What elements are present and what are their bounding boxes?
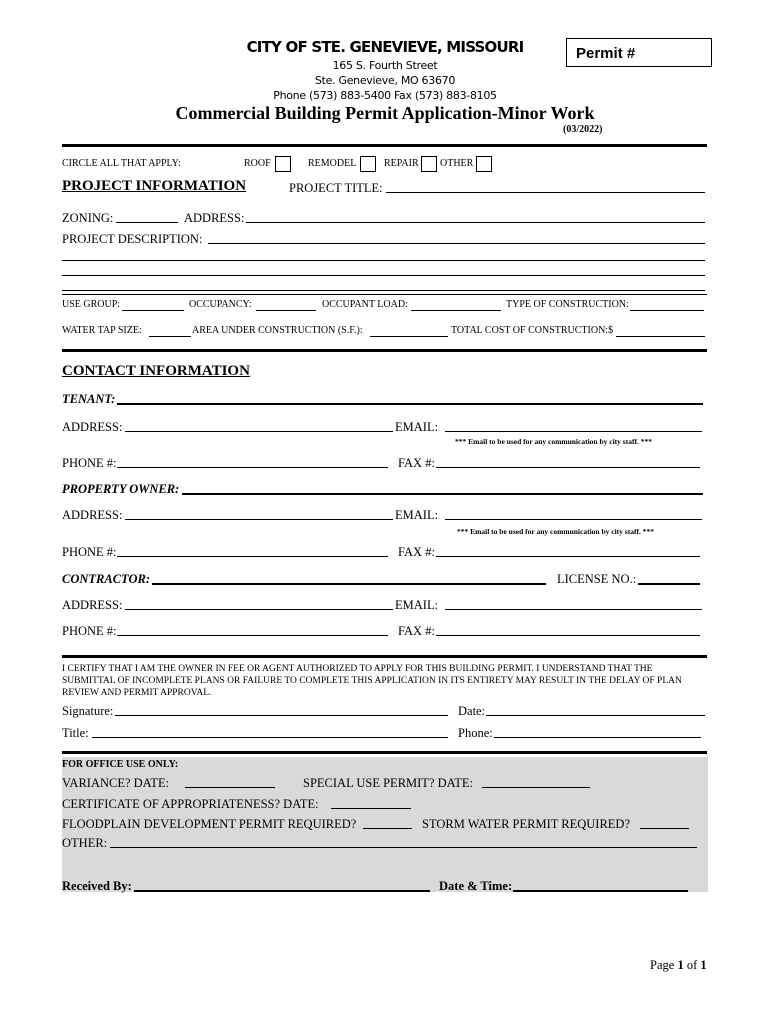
other-checkbox[interactable] (476, 156, 492, 172)
license-label: LICENSE NO.: (557, 572, 637, 586)
divider (62, 294, 707, 295)
page-total: 1 (700, 958, 707, 972)
option-other-label: OTHER (440, 158, 474, 169)
applicant-phone-label: Phone: (458, 726, 493, 740)
tenant-phone-field[interactable] (117, 456, 388, 468)
variance-label: VARIANCE? DATE: (62, 776, 170, 790)
special-use-label: SPECIAL USE PERMIT? DATE: (303, 776, 474, 790)
option-remodel-label: REMODEL (308, 158, 357, 169)
contractor-phone-field[interactable] (117, 624, 388, 636)
signature-date-field[interactable] (486, 704, 705, 716)
option-repair-label: REPAIR (384, 158, 419, 169)
permit-number-label: Permit # (576, 45, 636, 62)
certification-text: I CERTIFY THAT I AM THE OWNER IN FEE OR AGENT AUTHORIZED TO APPLY FOR THIS BUILDING PERMIT. I UNDERSTAND THAT THE SUBMITTAL OF INCOMPLETE PLANS OR FAILURE TO COMPLETE THIS APPLICATION IN ITS ENTIRETY MAY RESULT IN THE DELAY OF PLAN REVIEW AND PERMIT APPROVAL. (62, 664, 682, 698)
project-title-field[interactable] (386, 181, 705, 193)
project-description-line[interactable] (62, 249, 705, 261)
roof-checkbox[interactable] (275, 156, 291, 172)
office-other-field[interactable] (110, 836, 697, 848)
applicant-phone-field[interactable] (494, 726, 701, 738)
city-state-zip: Ste. Genevieve, MO 63670 (314, 74, 456, 87)
occupancy-field[interactable] (256, 299, 316, 311)
use-group-field[interactable] (122, 299, 184, 311)
total-cost-label: TOTAL COST OF CONSTRUCTION:$ (451, 325, 614, 336)
tenant-label: TENANT: (62, 392, 116, 406)
signature-date-label: Date: (458, 704, 486, 718)
storm-water-field[interactable] (640, 817, 689, 829)
divider (62, 349, 707, 352)
form-title: Commercial Building Permit Application-Minor Work (175, 103, 595, 123)
page-number (650, 958, 707, 973)
tenant-email-field[interactable] (445, 420, 702, 432)
email-note: *** Email to be used for any communication by city staff. *** (455, 437, 652, 446)
tenant-address-field[interactable] (125, 420, 393, 432)
address-label: ADDRESS: (184, 211, 245, 225)
office-other-label: OTHER: (62, 836, 108, 850)
project-description-line[interactable] (62, 279, 705, 291)
project-address-field[interactable] (246, 211, 705, 223)
option-roof-label: ROOF (244, 158, 271, 169)
divider (62, 751, 707, 754)
repair-checkbox[interactable] (421, 156, 437, 172)
project-description-line[interactable] (62, 264, 705, 276)
contractor-email-label: EMAIL: (395, 598, 439, 612)
owner-email-label: EMAIL: (395, 508, 439, 522)
page-current: 1 (677, 958, 684, 972)
tenant-address-label: ADDRESS: (62, 420, 123, 434)
construction-type-label: TYPE OF CONSTRUCTION: (506, 299, 629, 310)
tenant-email-label: EMAIL: (395, 420, 439, 434)
divider (62, 655, 707, 658)
contractor-email-field[interactable] (445, 598, 702, 610)
contractor-fax-field[interactable] (436, 624, 700, 636)
project-description-field[interactable] (208, 232, 705, 244)
remodel-checkbox[interactable] (360, 156, 376, 172)
city-name: CITY OF STE. GENEVIEVE, MISSOURI (246, 38, 524, 56)
tenant-phone-label: PHONE #: (62, 456, 117, 470)
received-by-label: Received By: (62, 879, 132, 893)
tenant-field[interactable] (117, 392, 703, 405)
occupant-load-label: OCCUPANT LOAD: (322, 299, 408, 310)
signature-field[interactable] (115, 704, 448, 716)
tenant-fax-label: FAX #: (398, 456, 435, 470)
title-label: Title: (62, 726, 89, 740)
property-owner-label: PROPERTY OWNER: (62, 482, 180, 496)
title-field[interactable] (92, 726, 448, 738)
contractor-field[interactable] (152, 572, 546, 585)
area-label: AREA UNDER CONSTRUCTION (S.F.): (192, 325, 363, 336)
special-use-date-field[interactable] (482, 776, 590, 788)
owner-phone-label: PHONE #: (62, 545, 117, 559)
tenant-fax-field[interactable] (436, 456, 700, 468)
signature-label: Signature: (62, 704, 114, 718)
area-field[interactable] (370, 325, 448, 337)
zoning-field[interactable] (116, 211, 178, 223)
coa-label: CERTIFICATE OF APPROPRIATENESS? DATE: (62, 797, 319, 811)
total-cost-field[interactable] (616, 325, 705, 337)
floodplain-label: FLOODPLAIN DEVELOPMENT PERMIT REQUIRED? (62, 817, 357, 831)
of-word: of (686, 958, 698, 972)
divider (62, 144, 707, 147)
contractor-label: CONTRACTOR: (62, 572, 150, 586)
date-time-label: Date & Time: (439, 879, 513, 893)
contractor-address-label: ADDRESS: (62, 598, 123, 612)
owner-address-label: ADDRESS: (62, 508, 123, 522)
received-by-field[interactable] (134, 879, 430, 892)
contractor-address-field[interactable] (125, 598, 393, 610)
zoning-label: ZONING: (62, 211, 114, 225)
contractor-phone-label: PHONE #: (62, 624, 117, 638)
project-title-label: PROJECT TITLE: (289, 181, 383, 195)
floodplain-field[interactable] (363, 817, 412, 829)
owner-fax-label: FAX #: (398, 545, 435, 559)
project-info-heading: PROJECT INFORMATION (62, 178, 247, 194)
water-tap-field[interactable] (149, 325, 191, 337)
contractor-fax-label: FAX #: (398, 624, 435, 638)
owner-phone-field[interactable] (117, 545, 388, 557)
variance-date-field[interactable] (185, 776, 275, 788)
owner-fax-field[interactable] (436, 545, 700, 557)
license-field[interactable] (638, 572, 700, 585)
storm-water-label: STORM WATER PERMIT REQUIRED? (422, 817, 631, 831)
property-owner-field[interactable] (182, 482, 703, 495)
date-time-field[interactable] (513, 879, 688, 892)
owner-address-field[interactable] (125, 508, 393, 520)
owner-email-field[interactable] (445, 508, 702, 520)
occupant-load-field[interactable] (411, 299, 501, 311)
city-street: 165 S. Fourth Street (332, 59, 438, 72)
page-word: Page (650, 958, 675, 972)
use-group-label: USE GROUP: (62, 299, 121, 310)
city-phone-fax: Phone (573) 883-5400 Fax (573) 883-8105 (273, 89, 497, 102)
coa-date-field[interactable] (331, 797, 411, 809)
email-note: *** Email to be used for any communication by city staff. *** (457, 527, 654, 536)
project-description-label: PROJECT DESCRIPTION: (62, 232, 203, 246)
contact-info-heading: CONTACT INFORMATION (62, 363, 250, 379)
water-tap-label: WATER TAP SIZE: (62, 325, 142, 336)
construction-type-field[interactable] (630, 299, 704, 311)
circle-all-label: CIRCLE ALL THAT APPLY: (62, 158, 181, 169)
occupancy-label: OCCUPANCY: (189, 299, 252, 310)
form-revision: (03/2022) (563, 124, 603, 135)
office-use-heading: FOR OFFICE USE ONLY: (62, 759, 179, 770)
